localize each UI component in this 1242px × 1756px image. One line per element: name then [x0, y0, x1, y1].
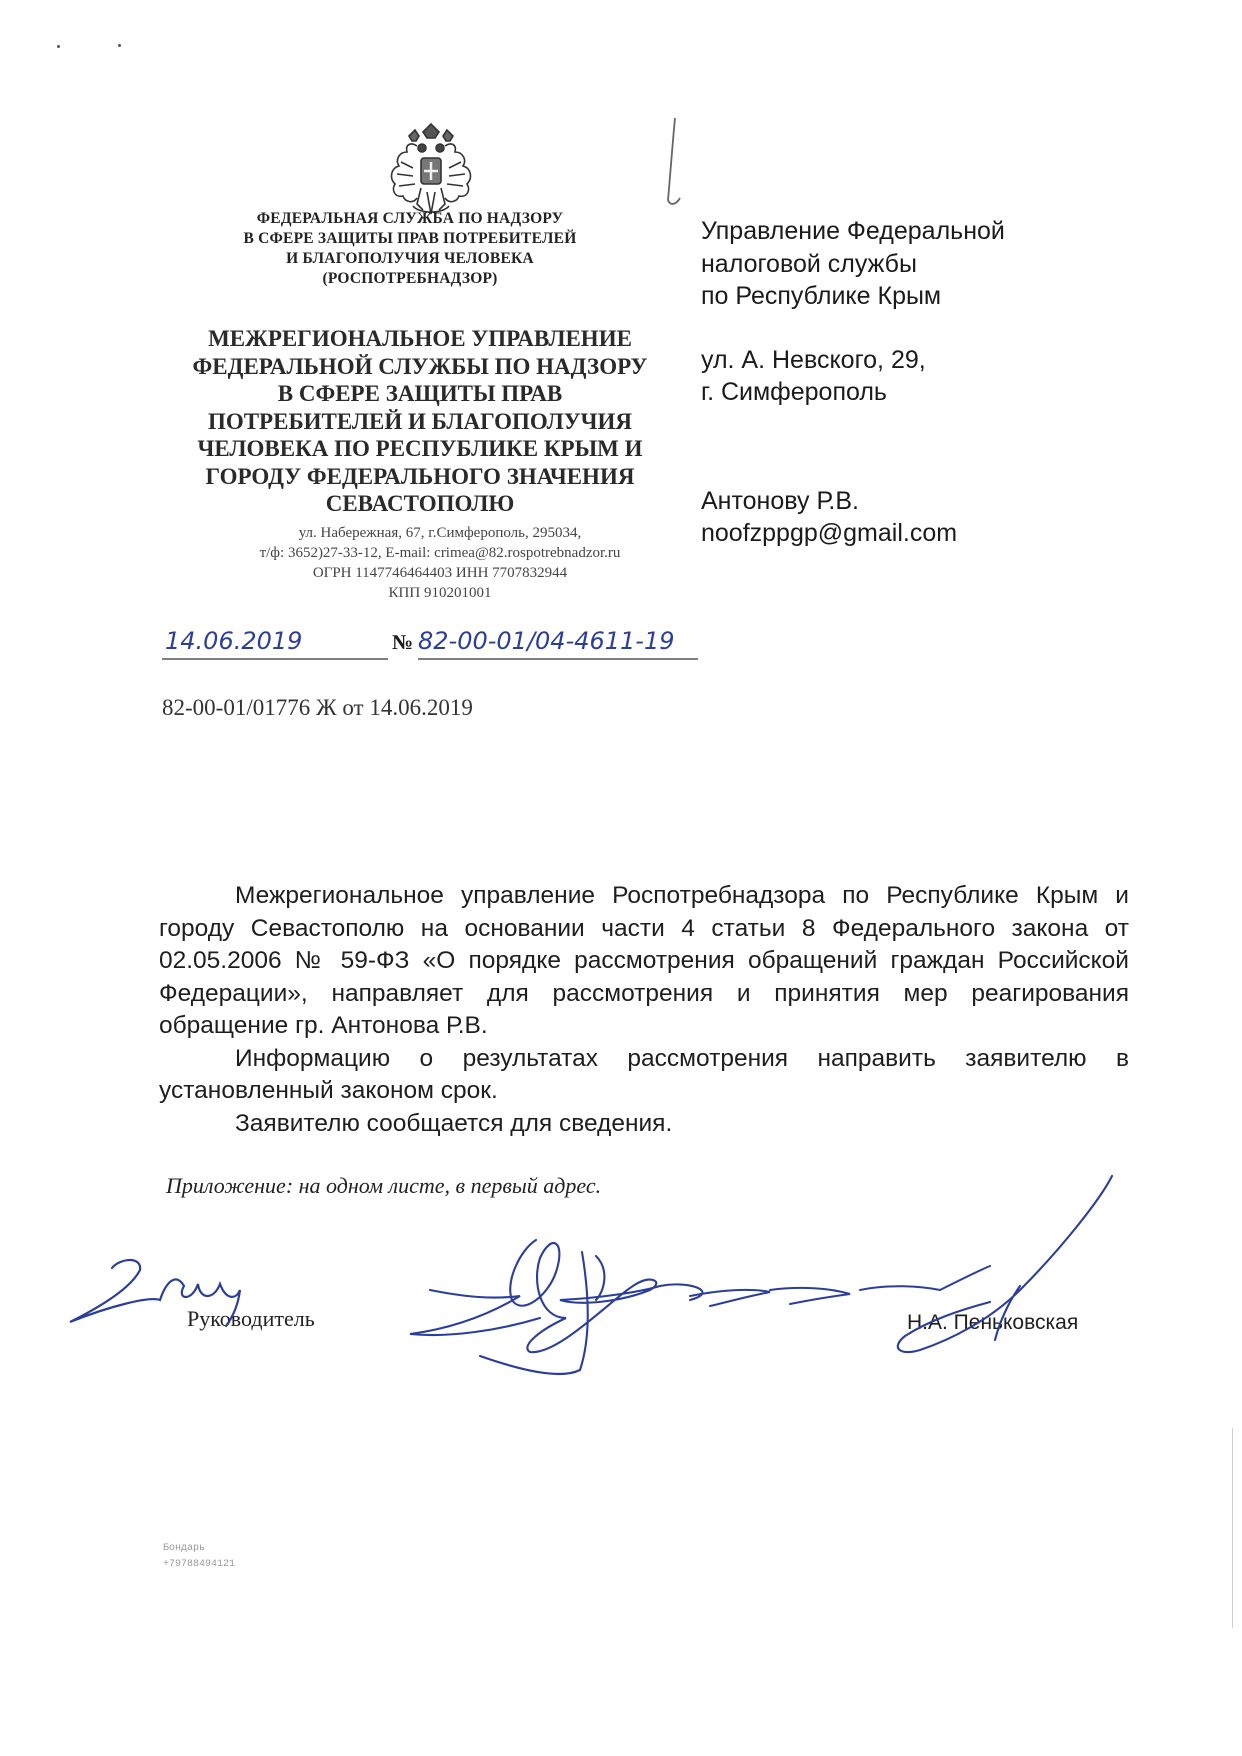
recipient-email: noofzppgp@gmail.com	[701, 519, 958, 547]
scan-speck	[118, 44, 121, 47]
registration-number-label: №	[392, 630, 414, 654]
department-line: ЧЕЛОВЕКА ПО РЕСПУБЛИКЕ КРЫМ И	[197, 436, 643, 461]
contact-line: ул. Набережная, 67, г.Симферополь, 295034,	[298, 525, 582, 541]
registration-number-handwritten: 82-00-01/04-4611-19	[418, 627, 675, 655]
department-line: МЕЖРЕГИОНАЛЬНОЕ УПРАВЛЕНИЕ	[208, 326, 632, 351]
department-contacts	[220, 523, 660, 603]
department-line: ПОТРЕБИТЕЛЕЙ И БЛАГОПОЛУЧИЯ	[207, 408, 633, 434]
agency-line: (РОСПОТРЕБНАДЗОР)	[322, 270, 498, 287]
department-title	[170, 325, 670, 518]
signer-role: Руководитель	[187, 1306, 315, 1331]
scan-edge-line	[1232, 1428, 1233, 1628]
footer-line: Бондарь	[163, 1543, 206, 1554]
recipient-person: Антонову Р.В.	[701, 486, 859, 515]
agency-line: В СФЕРЕ ЗАЩИТЫ ПРАВ ПОТРЕБИТЕЛЕЙ	[243, 230, 577, 247]
agency-header	[200, 209, 620, 289]
coat-of-arms-emblem	[383, 122, 479, 220]
contact-line: КПП 910201001	[388, 585, 492, 601]
department-line: ГОРОДУ ФЕДЕРАЛЬНОГО ЗНАЧЕНИЯ	[205, 463, 635, 489]
department-line: В СФЕРЕ ЗАЩИТЫ ПРАВ	[277, 381, 563, 406]
pen-mark	[668, 118, 680, 204]
recipient-org-line: налоговой службы	[701, 249, 917, 278]
reference-number: 82-00-01/01776 Ж от 14.06.2019	[162, 695, 473, 720]
department-line: СЕВАСТОПОЛЮ	[325, 491, 515, 516]
department-line: ФЕДЕРАЛЬНОЙ СЛУЖБЫ ПО НАДЗОРУ	[192, 353, 648, 379]
registration-date-handwritten: 14.06.2019	[165, 627, 303, 655]
recipient-org-line: Управление Федеральной	[701, 217, 1005, 245]
executor-footer	[163, 1541, 235, 1573]
appendix-note: Приложение: на одном листе, в первый адрес.	[166, 1173, 602, 1198]
agency-line: ФЕДЕРАЛЬНАЯ СЛУЖБА ПО НАДЗОРУ	[256, 210, 564, 227]
body-paragraph: Заявителю сообщается для сведения.	[235, 1109, 673, 1137]
director-signature	[410, 1240, 702, 1374]
agency-line: И БЛАГОПОЛУЧИЯ ЧЕЛОВЕКА	[286, 250, 534, 267]
body-paragraph: Межрегиональное управление Роспотребнадзора по Республике Крым и городу Севастополю на основании части 4 статьи 8 Федерального закона от 02.05.2006 № 59-ФЗ «О порядке рассмотрения обращений граждан Российской Федерации», направляет для рассмотрения и принятия мер реагирования обращение гр. Антонова Р.В.	[159, 882, 1129, 1039]
contact-line: ОГРН 1147746464403 ИНН 7707832944	[312, 565, 568, 581]
recipient-address-line: ул. А. Невского, 29,	[701, 345, 926, 374]
contact-line: т/ф: 3652)27-33-12, E-mail: crimea@82.rospotrebnadzor.ru	[259, 545, 621, 561]
recipient-address-line: г. Симферополь	[701, 378, 887, 406]
scan-speck	[57, 45, 60, 48]
signer-name: Н.А. Пеньковская	[907, 1311, 1079, 1334]
recipient-org-line: по Республике Крым	[701, 282, 942, 310]
footer-line: +79788494121	[163, 1559, 236, 1570]
letter-body	[159, 880, 1129, 1140]
signature-flourish	[690, 1266, 990, 1306]
body-paragraph: Информацию о результатах рассмотрения направить заявителю в установленный законом срок.	[159, 1044, 1129, 1104]
recipient-block	[701, 215, 1181, 550]
